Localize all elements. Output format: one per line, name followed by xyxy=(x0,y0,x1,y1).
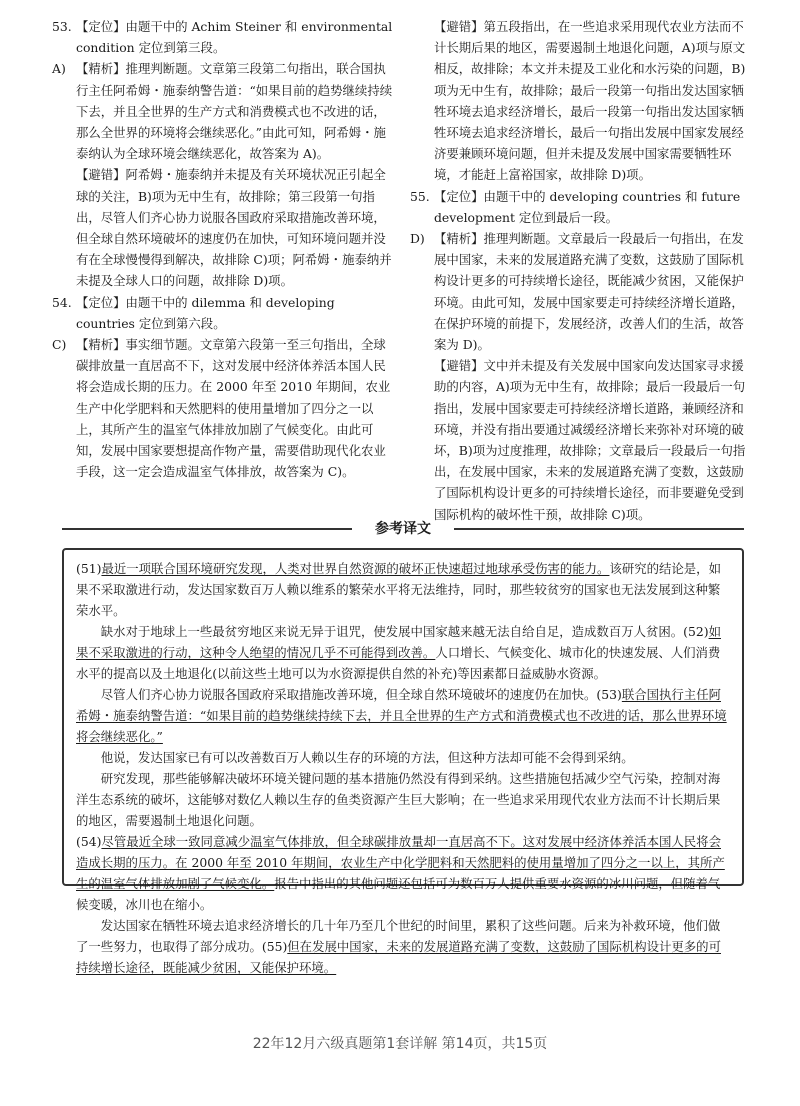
q53-avoid-text: 【避错】阿希姆・施泰纳并未提及有关环境状况正引起全球的关注，B)项为无中生有，故排除；第三段第一句指出，尽管人们齐心协力说服各国政府采取措施改善环境，但全球自然环境破坏的速度仍在加快，可知环境问题并没有在全球慢慢得到解决，故排除 C)项；阿希姆・施泰纳并未提及全球人口的问题，故排除 D)项。 xyxy=(76,167,392,289)
q54-number: 54. xyxy=(52,294,72,310)
q54-analysis xyxy=(52,334,394,482)
translation-paragraph-1 xyxy=(76,558,732,621)
translation-heading xyxy=(62,518,744,540)
heading-rule-right xyxy=(454,528,744,530)
q55-locate xyxy=(410,186,750,228)
paragraph-4-text: 他说，发达国家已有可以改善数百万人赖以生存的环境的方法，但这种方法却可能不会得到采纳。 xyxy=(100,750,634,765)
paragraph-3-start: 尽管人们齐心协力说服各国政府采取措施改善环境，但全球自然环境破坏的速度仍在加快。(53) xyxy=(100,687,622,702)
left-column xyxy=(52,16,394,482)
paragraph-2-start: 缺水对于地球上一些最贫穷地区来说无异于诅咒，使发展中国家越来越无法自给自足，造成数百万人贫困。(52) xyxy=(100,624,709,639)
q55-number: 55. xyxy=(410,188,430,204)
translation-paragraph-3 xyxy=(76,684,732,747)
paragraph-5-text: 研究发现，那些能够解决破坏环境关键问题的基本措施仍然没有得到采纳。这些措施包括减少空气污染，控制对海洋生态系统的破坏，这能够对数亿人赖以生存的鱼类资源产生巨大影响；在一些追求采用现代农业方法而不计长期后果的地区，需要遏制土地退化问题。 xyxy=(76,771,721,828)
translation-paragraph-4 xyxy=(76,747,732,768)
underlined-sentence-53: 联合国执行主任阿希姆・施泰纳警告道：“如果目前的趋势继续持续下去，并且全世界的生产方式和消费模式也不改进的话，那么世界环境将会继续恶化。” xyxy=(76,687,727,744)
q55-avoid-text: 【避错】文中并未提及有关发展中国家向发达国家寻求援助的内容，A)项为无中生有，故排除；最后一段最后一句指出，发展中国家要走可持续经济增长道路，兼顾经济和环境，并没有指出要通过减缓经济增长来弥补对环境的破坏，B)项为过度推理，故排除；文章最后一段最后一句指出，在发展中国家，未来的发展道路充满了变数，这鼓励了国际机构设计更多的可持续增长途径，而非要避免受到国际机构的破坏性干预，故排除 C)项。 xyxy=(434,358,746,522)
q53-number: 53. xyxy=(52,19,72,34)
q55-answer: D) xyxy=(410,231,425,247)
q53-locate xyxy=(52,16,394,58)
underlined-sentence-51: 最近一项联合国环境研究发现，人类对世界自然资源的破坏正快速超过地球承受伤害的能力。 xyxy=(101,561,610,576)
underlined-sentence-54: 尽管最近全球一致同意减少温室气体排放，但全球碳排放量却一直居高不下。这对发展中经济体养活本国人民将会造成长期的压力。在 2000 年至 2010 年期间，农业生产中化学肥料和天然肥料的使用量增加了四分之一以上，其所产生的温室气体排放加剧了气候变化。 xyxy=(76,834,725,891)
translation-paragraph-7 xyxy=(76,915,732,978)
q54-locate xyxy=(52,292,394,334)
translation-box xyxy=(62,548,744,975)
underlined-sentence-52: 如果不采取激进的行动，这种令人绝望的情况几乎不可能得到改善。 xyxy=(76,624,721,660)
translation-paragraph-6 xyxy=(76,831,732,915)
translation-paragraph-2 xyxy=(76,621,732,684)
marker-54: (54) xyxy=(76,834,102,849)
q53-answer: A) xyxy=(52,61,66,77)
q54-analysis-text: 【精析】事实细节题。文章第六段第一至三句指出，全球碳排放量一直居高不下，这对发展中经济体养活本国人民将会造成长期的压力。在 2000 年至 2010 年期间，农业生产中化学肥料和天然肥料的使用量增加了四分之一以上，其所产生的温室气体排放加剧了气候变化。由此可知，发展中国家要想提高作物产量，需要借助现代化农业手段，这一定会造成温室气体排放，故答案为 C)。 xyxy=(76,337,391,480)
paragraph-2-rest: 人口增长、气候变化、城市化的快速发展、人们消费水平的提高以及土地退化(以前这些土地可以为水资源提供自然的补充)等因素都日益威胁水资源。 xyxy=(76,645,721,681)
q53-analysis xyxy=(52,58,394,164)
q55-analysis-text: 【精析】推理判断题。文章最后一段最后一句指出，在发展中国家，未来的发展道路充满了变数，这鼓励了国际机构设计更多的可持续增长途径，既能减少贫困，又能保护环境。由此可知，发展中国家要走可持续经济增长道路，在保护环境的前提下，发展经济，改善人们的生活，故答案为 D)。 xyxy=(434,231,744,353)
right-column xyxy=(410,16,750,525)
paragraph-7-start: 发达国家在牺牲环境去追求经济增长的几十年乃至几个世纪的时间里，累积了这些问题。后来为补救环境，他们做了一些努力，也取得了部分成功。(55) xyxy=(76,918,721,954)
paragraph-1-rest: 该研究的结论是，如果不采取激进行动，发达国家数百万人赖以维系的繁荣水平将无法维持，同时，那些较贫穷的国家也无法发展到这种繁荣水平。 xyxy=(76,561,721,618)
translation-title: 参考译文 xyxy=(375,521,431,537)
q53-avoid xyxy=(52,164,394,291)
page-footer: 22年12月六级真题第1套详解 第14页，共15页 xyxy=(252,1036,548,1052)
q54-avoid xyxy=(410,16,750,186)
q53-analysis-text: 【精析】推理判断题。文章第三段第二句指出，联合国执行主任阿希姆・施泰纳警告道：“如果目前的趋势继续持续下去，并且全世界的生产方式和消费模式也不改进的话，那么全世界的环境将会继续恶化。”由此可知，阿希姆・施泰纳认为全球环境会继续恶化，故答案为 A)。 xyxy=(76,61,393,162)
paragraph-6-rest: 报告中指出的其他问题还包括可为数百万人提供重要水资源的冰川问题，但随着气候变暖，冰川也在缩小。 xyxy=(76,876,721,912)
marker-51: (51) xyxy=(76,561,102,576)
q54-locate-text: 【定位】由题干中的 dilemma 和 developing countries 定位到第六段。 xyxy=(76,294,335,331)
q55-analysis xyxy=(410,228,750,355)
translation-paragraph-5 xyxy=(76,768,732,831)
q55-avoid xyxy=(410,355,750,525)
q54-avoid-text: 【避错】第五段指出，在一些追求采用现代农业方法而不计长期后果的地区，需要遏制土地退化问题，A)项与原文相反，故排除；本文并未提及工业化和水污染的问题，B)项为无中生有，故排除；最后一段第一句指出发达国家牺牲环境去追求经济增长，最后一段第一句指出发达国家牺牲环境去追求经济增长，最后一句指出发展中国家发展经济要兼顾环境问题，但并未提及发展中国家需要牺牲环境，才能赶上富裕国家，故排除 D)项。 xyxy=(434,19,746,183)
q54-answer: C) xyxy=(52,337,67,353)
underlined-sentence-55: 但在发展中国家，未来的发展道路充满了变数，这鼓励了国际机构设计更多的可持续增长途径，既能减少贫困，又能保护环境。 xyxy=(76,939,721,975)
q53-locate-text: 【定位】由题干中的 Achim Steiner 和 environmental condition 定位到第三段。 xyxy=(76,19,393,56)
q55-locate-text: 【定位】由题干中的 developing countries 和 future development 定位到最后一段。 xyxy=(434,188,741,225)
